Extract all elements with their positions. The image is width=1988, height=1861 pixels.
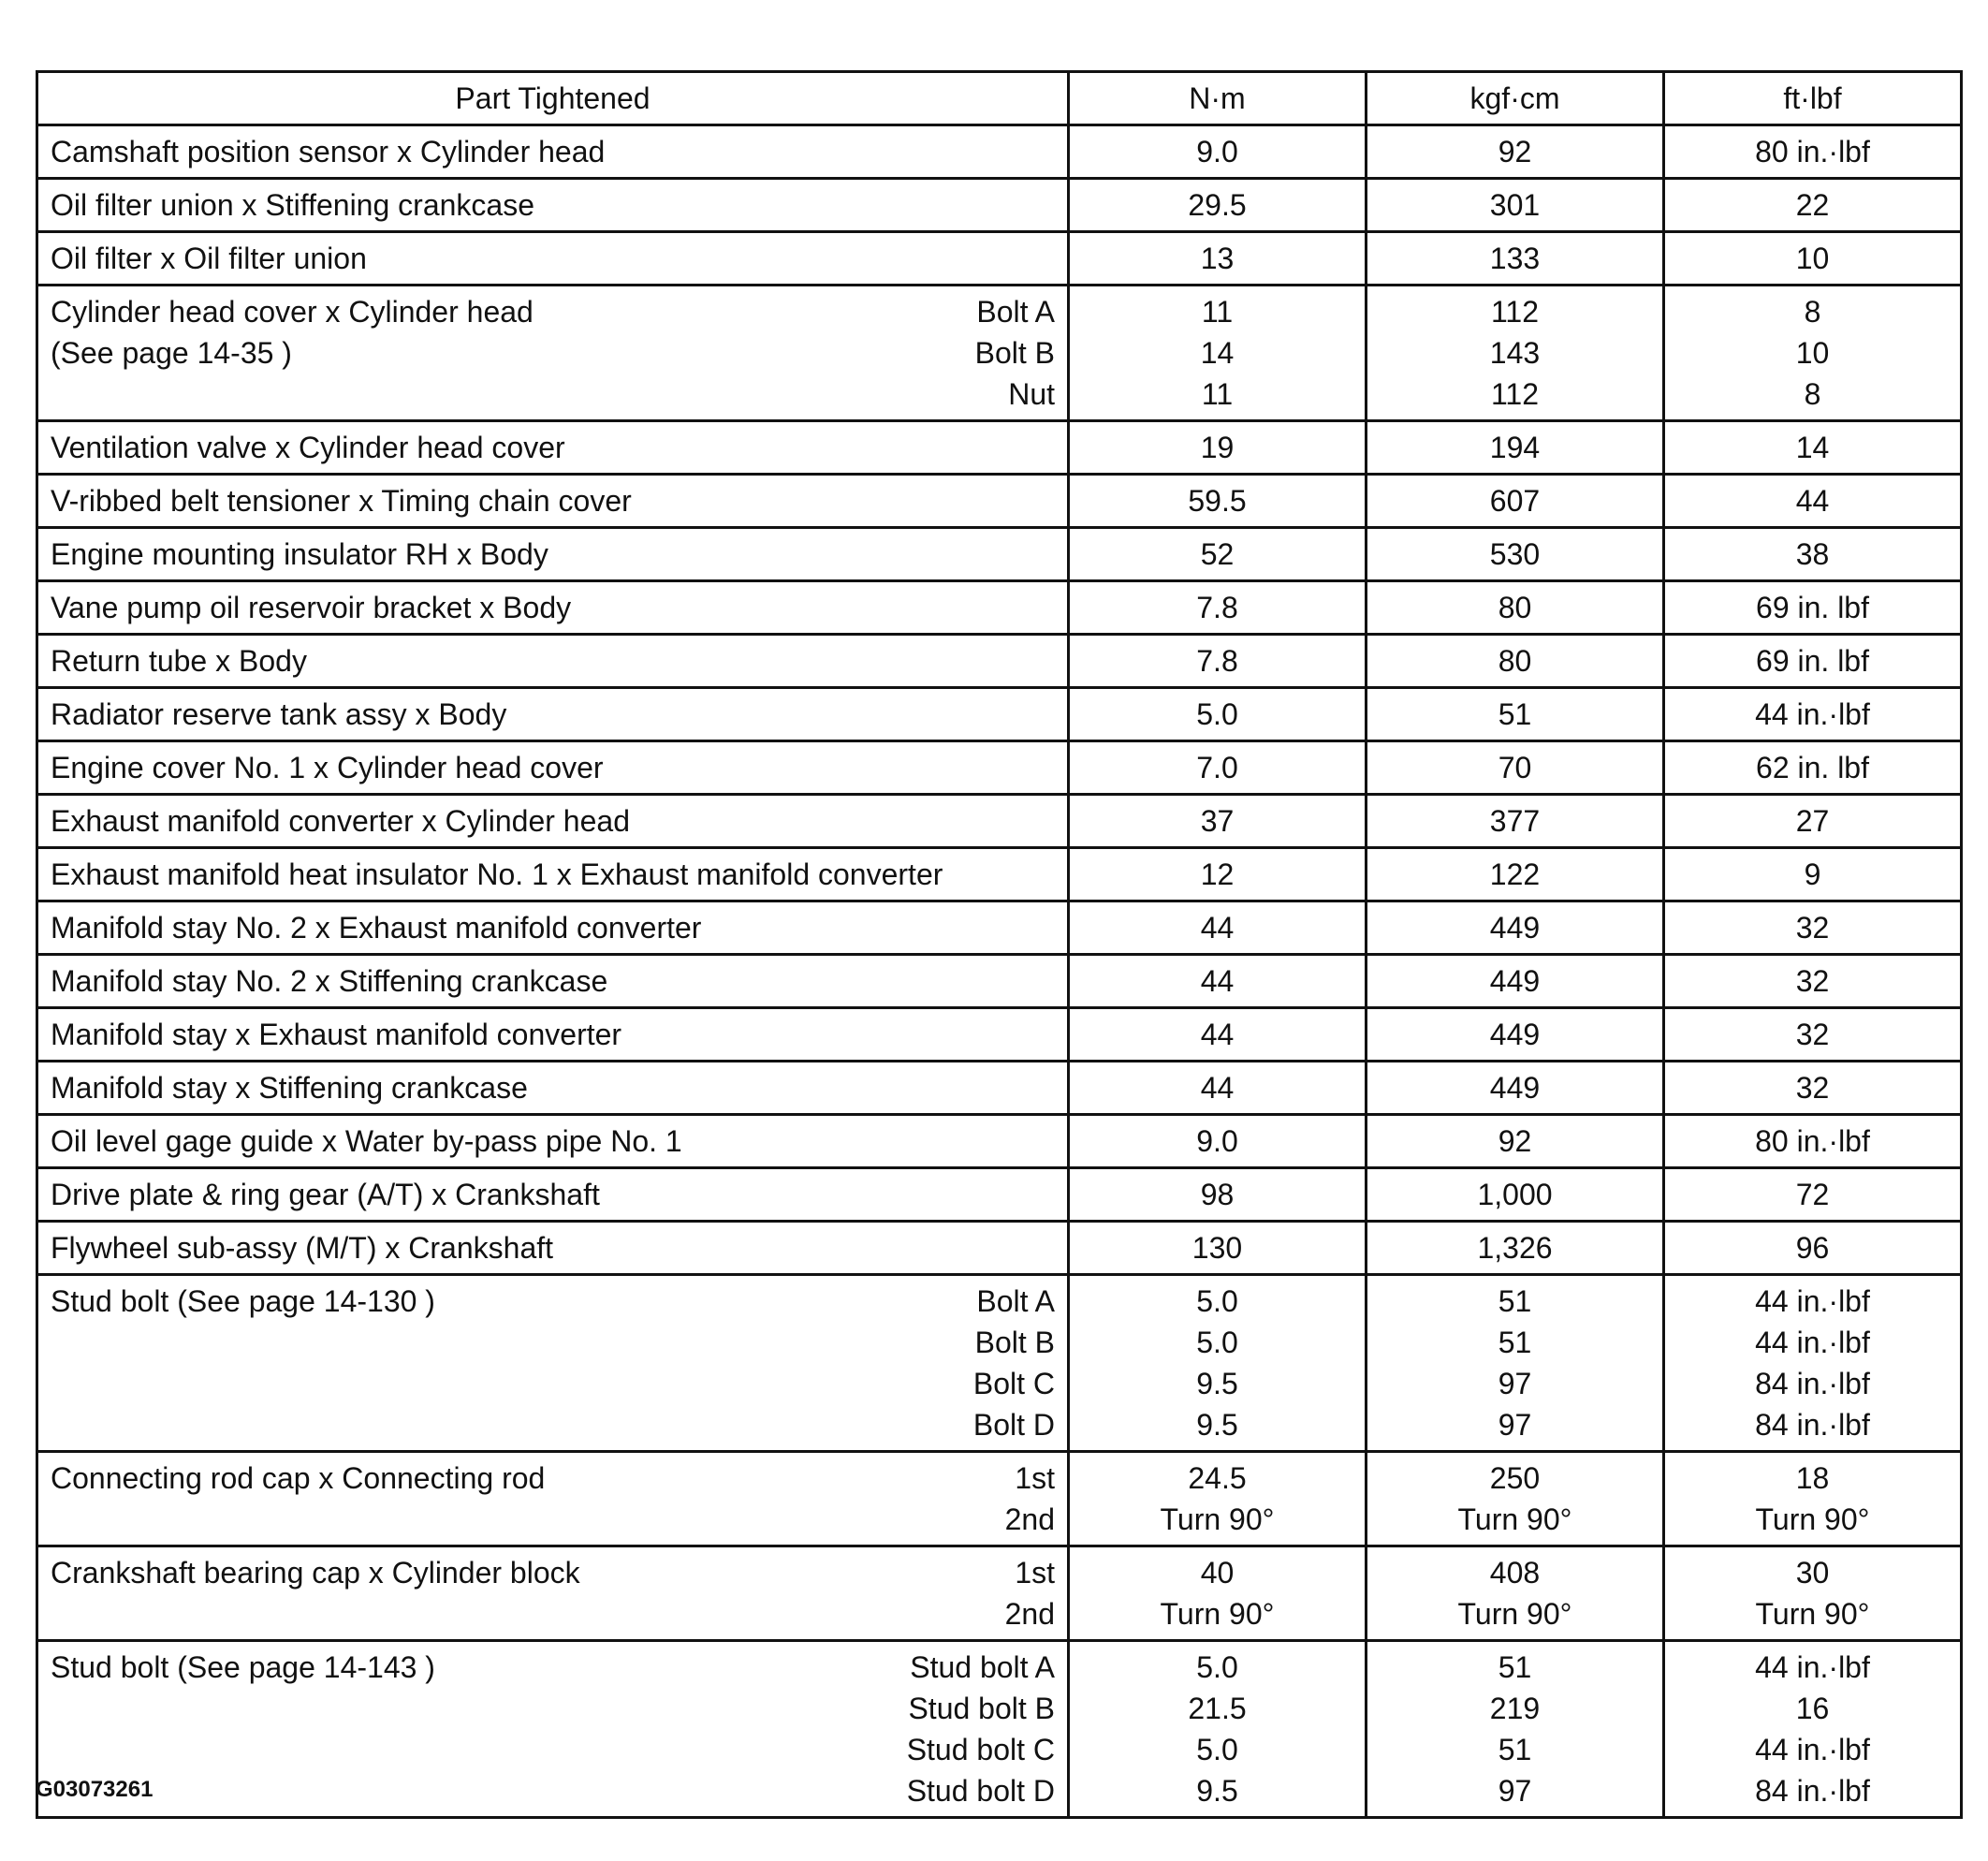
kgf-cm-value-cell bbox=[1367, 795, 1664, 848]
ft-lbf-value: 44 in.·lbf bbox=[1755, 1284, 1870, 1318]
nm-value: 9.0 bbox=[1196, 135, 1238, 169]
nm-value: 14 bbox=[1200, 336, 1235, 370]
torque-spec-table bbox=[36, 70, 1963, 1819]
sub-part-label: Bolt C bbox=[972, 1367, 1055, 1400]
nm-value-cell bbox=[1069, 1222, 1367, 1275]
nm-value: 29.5 bbox=[1188, 188, 1247, 222]
part-tightened-cell bbox=[37, 475, 1069, 528]
kgf-cm-value: 80 bbox=[1498, 591, 1532, 624]
kgf-cm-value-cell bbox=[1367, 286, 1664, 421]
part-tightened-cell bbox=[37, 901, 1069, 955]
kgf-cm-value: 112 bbox=[1490, 295, 1539, 329]
part-tightened-cell bbox=[37, 581, 1069, 635]
kgf-cm-value-cell bbox=[1367, 1168, 1664, 1222]
table-row bbox=[37, 528, 1962, 581]
table-row bbox=[37, 955, 1962, 1008]
kgf-cm-value-cell bbox=[1367, 741, 1664, 795]
part-name: Oil level gage guide x Water by-pass pipe No. 1 bbox=[51, 1124, 682, 1158]
nm-value-cell bbox=[1069, 955, 1367, 1008]
part-tightened-cell bbox=[37, 232, 1069, 286]
table-row bbox=[37, 581, 1962, 635]
nm-value-cell bbox=[1069, 741, 1367, 795]
nm-value-cell bbox=[1069, 848, 1367, 901]
ft-lbf-value-cell bbox=[1664, 795, 1962, 848]
ft-lbf-value-cell bbox=[1664, 581, 1962, 635]
nm-value-cell bbox=[1069, 635, 1367, 688]
nm-value-cell bbox=[1069, 528, 1367, 581]
kgf-cm-value-cell bbox=[1367, 1115, 1664, 1168]
ft-lbf-value: 14 bbox=[1795, 431, 1830, 464]
table-row bbox=[37, 475, 1962, 528]
ft-lbf-value: 18 bbox=[1795, 1461, 1830, 1495]
kgf-cm-value: 377 bbox=[1489, 804, 1541, 838]
nm-value: 44 bbox=[1200, 1071, 1235, 1105]
kgf-cm-value: 51 bbox=[1498, 697, 1532, 731]
nm-value: 5.0 bbox=[1196, 1326, 1238, 1359]
table-row bbox=[37, 635, 1962, 688]
ft-lbf-value: 44 in.·lbf bbox=[1755, 1650, 1870, 1684]
ft-lbf-value: 44 in.·lbf bbox=[1755, 1733, 1870, 1766]
part-name: Stud bolt (See page 14-143 ) bbox=[51, 1650, 435, 1684]
table-row bbox=[37, 286, 1962, 421]
nm-value: 9.5 bbox=[1196, 1408, 1238, 1442]
ft-lbf-value: 16 bbox=[1795, 1692, 1830, 1725]
kgf-cm-value-cell bbox=[1367, 848, 1664, 901]
part-name: Radiator reserve tank assy x Body bbox=[51, 697, 507, 731]
kgf-cm-value-cell bbox=[1367, 955, 1664, 1008]
nm-value: 44 bbox=[1200, 1018, 1235, 1051]
table-row bbox=[37, 901, 1962, 955]
table-row bbox=[37, 1641, 1962, 1818]
ft-lbf-value: 8 bbox=[1804, 377, 1821, 411]
kgf-cm-value: Turn 90° bbox=[1457, 1502, 1572, 1536]
ft-lbf-value: 84 in.·lbf bbox=[1755, 1367, 1870, 1400]
nm-value: Turn 90° bbox=[1160, 1597, 1275, 1631]
ft-lbf-value: 44 in.·lbf bbox=[1755, 1326, 1870, 1359]
kgf-cm-value-cell bbox=[1367, 1222, 1664, 1275]
kgf-cm-value: Turn 90° bbox=[1457, 1597, 1572, 1631]
kgf-cm-value-cell bbox=[1367, 528, 1664, 581]
nm-value: 44 bbox=[1200, 911, 1235, 945]
kgf-cm-value-cell bbox=[1367, 635, 1664, 688]
ft-lbf-value-cell bbox=[1664, 1062, 1962, 1115]
nm-value: 9.0 bbox=[1196, 1124, 1238, 1158]
part-name: Engine mounting insulator RH x Body bbox=[51, 537, 548, 571]
part-name: Drive plate & ring gear (A/T) x Crankshaft bbox=[51, 1178, 600, 1211]
kgf-cm-value: 51 bbox=[1498, 1284, 1532, 1318]
ft-lbf-value-cell bbox=[1664, 1641, 1962, 1818]
nm-value-cell bbox=[1069, 232, 1367, 286]
part-tightened-cell bbox=[37, 741, 1069, 795]
part-tightened-cell bbox=[37, 1546, 1069, 1641]
nm-value-cell bbox=[1069, 1546, 1367, 1641]
nm-value: 5.0 bbox=[1196, 1650, 1238, 1684]
ft-lbf-value-cell bbox=[1664, 1222, 1962, 1275]
header-kgf-cm: kgf·cm bbox=[1367, 72, 1664, 125]
sub-part-label: Bolt A bbox=[976, 1284, 1055, 1318]
nm-value: 12 bbox=[1200, 857, 1235, 891]
nm-value-cell bbox=[1069, 1168, 1367, 1222]
nm-value: 44 bbox=[1200, 964, 1235, 998]
part-tightened-cell bbox=[37, 635, 1069, 688]
kgf-cm-value: 219 bbox=[1489, 1692, 1541, 1725]
kgf-cm-value-cell bbox=[1367, 1275, 1664, 1452]
table-row bbox=[37, 1222, 1962, 1275]
ft-lbf-value-cell bbox=[1664, 232, 1962, 286]
kgf-cm-value: 51 bbox=[1498, 1733, 1532, 1766]
ft-lbf-value: 32 bbox=[1795, 1071, 1830, 1105]
ft-lbf-value: 27 bbox=[1795, 804, 1830, 838]
sub-part-label: Bolt B bbox=[974, 336, 1055, 370]
ft-lbf-value: 84 in.·lbf bbox=[1755, 1774, 1870, 1808]
ft-lbf-value: 32 bbox=[1795, 1018, 1830, 1051]
nm-value: 19 bbox=[1200, 431, 1235, 464]
part-name: Manifold stay No. 2 x Stiffening crankcase bbox=[51, 964, 608, 998]
table-row bbox=[37, 1062, 1962, 1115]
sub-part-label: 2nd bbox=[1004, 1502, 1055, 1536]
nm-value-cell bbox=[1069, 1115, 1367, 1168]
ft-lbf-value: 96 bbox=[1795, 1231, 1830, 1265]
part-tightened-cell bbox=[37, 688, 1069, 741]
nm-value: 37 bbox=[1200, 804, 1235, 838]
table-row bbox=[37, 1452, 1962, 1546]
table-row bbox=[37, 421, 1962, 475]
kgf-cm-value-cell bbox=[1367, 179, 1664, 232]
nm-value-cell bbox=[1069, 125, 1367, 179]
part-tightened-cell bbox=[37, 528, 1069, 581]
kgf-cm-value-cell bbox=[1367, 1452, 1664, 1546]
ft-lbf-value-cell bbox=[1664, 741, 1962, 795]
kgf-cm-value: 449 bbox=[1489, 911, 1541, 945]
ft-lbf-value: 30 bbox=[1795, 1556, 1830, 1590]
kgf-cm-value: 92 bbox=[1498, 1124, 1532, 1158]
ft-lbf-value: 62 in. lbf bbox=[1756, 751, 1869, 784]
table-body bbox=[37, 125, 1962, 1818]
kgf-cm-value: 194 bbox=[1489, 431, 1541, 464]
kgf-cm-value: 80 bbox=[1498, 644, 1532, 678]
sub-part-label: Stud bolt D bbox=[906, 1774, 1055, 1808]
nm-value: 5.0 bbox=[1196, 1284, 1238, 1318]
nm-value: 40 bbox=[1200, 1556, 1235, 1590]
nm-value-cell bbox=[1069, 688, 1367, 741]
part-tightened-cell bbox=[37, 421, 1069, 475]
part-tightened-cell bbox=[37, 1275, 1069, 1452]
part-name: (See page 14-35 ) bbox=[51, 336, 292, 370]
ft-lbf-value: Turn 90° bbox=[1755, 1502, 1870, 1536]
part-name: Vane pump oil reservoir bracket x Body bbox=[51, 591, 572, 624]
ft-lbf-value: 38 bbox=[1795, 537, 1830, 571]
kgf-cm-value: 112 bbox=[1490, 377, 1539, 411]
part-tightened-cell bbox=[37, 1062, 1069, 1115]
part-tightened-cell bbox=[37, 125, 1069, 179]
nm-value: 5.0 bbox=[1196, 1733, 1238, 1766]
ft-lbf-value: 44 in.·lbf bbox=[1755, 697, 1870, 731]
ft-lbf-value: 84 in.·lbf bbox=[1755, 1408, 1870, 1442]
nm-value: 24.5 bbox=[1188, 1461, 1247, 1495]
ft-lbf-value-cell bbox=[1664, 1115, 1962, 1168]
nm-value: 13 bbox=[1200, 242, 1235, 275]
part-tightened-cell bbox=[37, 1222, 1069, 1275]
sub-part-label: Bolt A bbox=[976, 295, 1055, 329]
part-name: Ventilation valve x Cylinder head cover bbox=[51, 431, 565, 464]
table-row bbox=[37, 1008, 1962, 1062]
part-tightened-cell bbox=[37, 1452, 1069, 1546]
kgf-cm-value-cell bbox=[1367, 688, 1664, 741]
part-name: Cylinder head cover x Cylinder head bbox=[51, 295, 534, 329]
ft-lbf-value-cell bbox=[1664, 901, 1962, 955]
kgf-cm-value: 607 bbox=[1489, 484, 1541, 518]
part-name: Crankshaft bearing cap x Cylinder block bbox=[51, 1556, 580, 1590]
nm-value-cell bbox=[1069, 1275, 1367, 1452]
part-tightened-cell bbox=[37, 1008, 1069, 1062]
kgf-cm-value: 122 bbox=[1489, 857, 1541, 891]
ft-lbf-value-cell bbox=[1664, 475, 1962, 528]
ft-lbf-value-cell bbox=[1664, 1452, 1962, 1546]
sub-part-label: Stud bolt B bbox=[908, 1692, 1055, 1725]
kgf-cm-value: 530 bbox=[1489, 537, 1541, 571]
part-name: V-ribbed belt tensioner x Timing chain cover bbox=[51, 484, 632, 518]
part-name: Manifold stay No. 2 x Exhaust manifold converter bbox=[51, 911, 702, 945]
part-tightened-cell bbox=[37, 1641, 1069, 1818]
nm-value-cell bbox=[1069, 901, 1367, 955]
kgf-cm-value-cell bbox=[1367, 421, 1664, 475]
part-tightened-cell bbox=[37, 1115, 1069, 1168]
part-tightened-cell bbox=[37, 795, 1069, 848]
nm-value-cell bbox=[1069, 179, 1367, 232]
ft-lbf-value: 9 bbox=[1804, 857, 1821, 891]
sub-part-label: Bolt D bbox=[972, 1408, 1055, 1442]
ft-lbf-value: 44 bbox=[1795, 484, 1830, 518]
nm-value-cell bbox=[1069, 1452, 1367, 1546]
ft-lbf-value-cell bbox=[1664, 528, 1962, 581]
kgf-cm-value: 70 bbox=[1498, 751, 1532, 784]
ft-lbf-value-cell bbox=[1664, 688, 1962, 741]
ft-lbf-value-cell bbox=[1664, 1275, 1962, 1452]
ft-lbf-value: Turn 90° bbox=[1755, 1597, 1870, 1631]
ft-lbf-value-cell bbox=[1664, 1546, 1962, 1641]
kgf-cm-value-cell bbox=[1367, 581, 1664, 635]
table-row bbox=[37, 1115, 1962, 1168]
part-tightened-cell bbox=[37, 286, 1069, 421]
ft-lbf-value: 69 in. lbf bbox=[1756, 644, 1869, 678]
table-row bbox=[37, 1546, 1962, 1641]
kgf-cm-value: 449 bbox=[1489, 1071, 1541, 1105]
kgf-cm-value-cell bbox=[1367, 1546, 1664, 1641]
table-header-row bbox=[37, 72, 1962, 125]
nm-value: 7.8 bbox=[1196, 591, 1238, 624]
part-name: Return tube x Body bbox=[51, 644, 307, 678]
ft-lbf-value-cell bbox=[1664, 1168, 1962, 1222]
ft-lbf-value: 69 in. lbf bbox=[1756, 591, 1869, 624]
sub-part-label: Stud bolt A bbox=[910, 1650, 1055, 1684]
ft-lbf-value: 22 bbox=[1795, 188, 1830, 222]
ft-lbf-value-cell bbox=[1664, 286, 1962, 421]
kgf-cm-value: 408 bbox=[1489, 1556, 1541, 1590]
kgf-cm-value: 301 bbox=[1489, 188, 1541, 222]
nm-value: 7.8 bbox=[1196, 644, 1238, 678]
nm-value: 5.0 bbox=[1196, 697, 1238, 731]
nm-value-cell bbox=[1069, 1062, 1367, 1115]
ft-lbf-value: 80 in.·lbf bbox=[1755, 1124, 1870, 1158]
part-name: Oil filter union x Stiffening crankcase bbox=[51, 188, 534, 222]
kgf-cm-value: 97 bbox=[1498, 1774, 1532, 1808]
kgf-cm-value: 449 bbox=[1489, 964, 1541, 998]
ft-lbf-value: 8 bbox=[1804, 295, 1821, 329]
part-tightened-cell bbox=[37, 1168, 1069, 1222]
part-tightened-cell bbox=[37, 848, 1069, 901]
kgf-cm-value: 1,326 bbox=[1477, 1231, 1553, 1265]
nm-value-cell bbox=[1069, 1008, 1367, 1062]
nm-value-cell bbox=[1069, 581, 1367, 635]
kgf-cm-value-cell bbox=[1367, 1008, 1664, 1062]
nm-value: 98 bbox=[1200, 1178, 1235, 1211]
ft-lbf-value: 32 bbox=[1795, 911, 1830, 945]
nm-value-cell bbox=[1069, 286, 1367, 421]
part-name: Exhaust manifold converter x Cylinder head bbox=[51, 804, 630, 838]
nm-value: 21.5 bbox=[1188, 1692, 1247, 1725]
kgf-cm-value: 143 bbox=[1489, 336, 1541, 370]
header-nm: N·m bbox=[1069, 72, 1367, 125]
ft-lbf-value-cell bbox=[1664, 848, 1962, 901]
ft-lbf-value-cell bbox=[1664, 179, 1962, 232]
part-name: Manifold stay x Stiffening crankcase bbox=[51, 1071, 528, 1105]
figure-id: G03073261 bbox=[36, 1777, 153, 1802]
table-row bbox=[37, 795, 1962, 848]
kgf-cm-value: 449 bbox=[1489, 1018, 1541, 1051]
kgf-cm-value: 92 bbox=[1498, 135, 1532, 169]
nm-value-cell bbox=[1069, 1641, 1367, 1818]
table-row bbox=[37, 848, 1962, 901]
sub-part-label: Nut bbox=[1008, 377, 1055, 411]
header-part-tightened: Part Tightened bbox=[37, 72, 1069, 125]
ft-lbf-value: 72 bbox=[1795, 1178, 1830, 1211]
ft-lbf-value-cell bbox=[1664, 1008, 1962, 1062]
kgf-cm-value-cell bbox=[1367, 125, 1664, 179]
table-row bbox=[37, 1275, 1962, 1452]
ft-lbf-value: 10 bbox=[1795, 242, 1830, 275]
nm-value: 59.5 bbox=[1188, 484, 1247, 518]
nm-value: 9.5 bbox=[1196, 1774, 1238, 1808]
table-row bbox=[37, 125, 1962, 179]
kgf-cm-value: 133 bbox=[1489, 242, 1541, 275]
kgf-cm-value: 97 bbox=[1498, 1408, 1532, 1442]
sub-part-label: Bolt B bbox=[974, 1326, 1055, 1359]
kgf-cm-value: 51 bbox=[1498, 1650, 1532, 1684]
part-name: Exhaust manifold heat insulator No. 1 x Exhaust manifold converter bbox=[51, 857, 943, 891]
nm-value-cell bbox=[1069, 795, 1367, 848]
kgf-cm-value: 51 bbox=[1498, 1326, 1532, 1359]
ft-lbf-value-cell bbox=[1664, 635, 1962, 688]
nm-value: 130 bbox=[1191, 1231, 1243, 1265]
kgf-cm-value-cell bbox=[1367, 475, 1664, 528]
nm-value-cell bbox=[1069, 475, 1367, 528]
sub-part-label: 2nd bbox=[1004, 1597, 1055, 1631]
table-row bbox=[37, 741, 1962, 795]
table-row bbox=[37, 688, 1962, 741]
sub-part-label: 1st bbox=[1015, 1556, 1055, 1590]
kgf-cm-value: 1,000 bbox=[1477, 1178, 1553, 1211]
kgf-cm-value-cell bbox=[1367, 1641, 1664, 1818]
sub-part-label: 1st bbox=[1015, 1461, 1055, 1495]
kgf-cm-value: 250 bbox=[1489, 1461, 1541, 1495]
part-name: Engine cover No. 1 x Cylinder head cover bbox=[51, 751, 604, 784]
nm-value: 52 bbox=[1200, 537, 1235, 571]
nm-value: 9.5 bbox=[1196, 1367, 1238, 1400]
part-name: Oil filter x Oil filter union bbox=[51, 242, 367, 275]
part-tightened-cell bbox=[37, 179, 1069, 232]
part-name: Flywheel sub-assy (M/T) x Crankshaft bbox=[51, 1231, 554, 1265]
ft-lbf-value: 80 in.·lbf bbox=[1755, 135, 1870, 169]
table-row bbox=[37, 179, 1962, 232]
table-row bbox=[37, 1168, 1962, 1222]
nm-value-cell bbox=[1069, 421, 1367, 475]
nm-value: Turn 90° bbox=[1160, 1502, 1275, 1536]
nm-value: 11 bbox=[1201, 377, 1234, 411]
header-ft-lbf: ft·lbf bbox=[1664, 72, 1962, 125]
part-name: Manifold stay x Exhaust manifold converter bbox=[51, 1018, 622, 1051]
ft-lbf-value-cell bbox=[1664, 125, 1962, 179]
table-row bbox=[37, 232, 1962, 286]
ft-lbf-value-cell bbox=[1664, 421, 1962, 475]
kgf-cm-value-cell bbox=[1367, 901, 1664, 955]
kgf-cm-value-cell bbox=[1367, 1062, 1664, 1115]
ft-lbf-value-cell bbox=[1664, 955, 1962, 1008]
part-name: Connecting rod cap x Connecting rod bbox=[51, 1461, 546, 1495]
part-name: Stud bolt (See page 14-130 ) bbox=[51, 1284, 435, 1318]
part-name: Camshaft position sensor x Cylinder head bbox=[51, 135, 606, 169]
ft-lbf-value: 32 bbox=[1795, 964, 1830, 998]
kgf-cm-value: 97 bbox=[1498, 1367, 1532, 1400]
nm-value: 11 bbox=[1201, 295, 1234, 329]
kgf-cm-value-cell bbox=[1367, 232, 1664, 286]
sub-part-label: Stud bolt C bbox=[906, 1733, 1055, 1766]
ft-lbf-value: 10 bbox=[1795, 336, 1830, 370]
nm-value: 7.0 bbox=[1196, 751, 1238, 784]
part-tightened-cell bbox=[37, 955, 1069, 1008]
